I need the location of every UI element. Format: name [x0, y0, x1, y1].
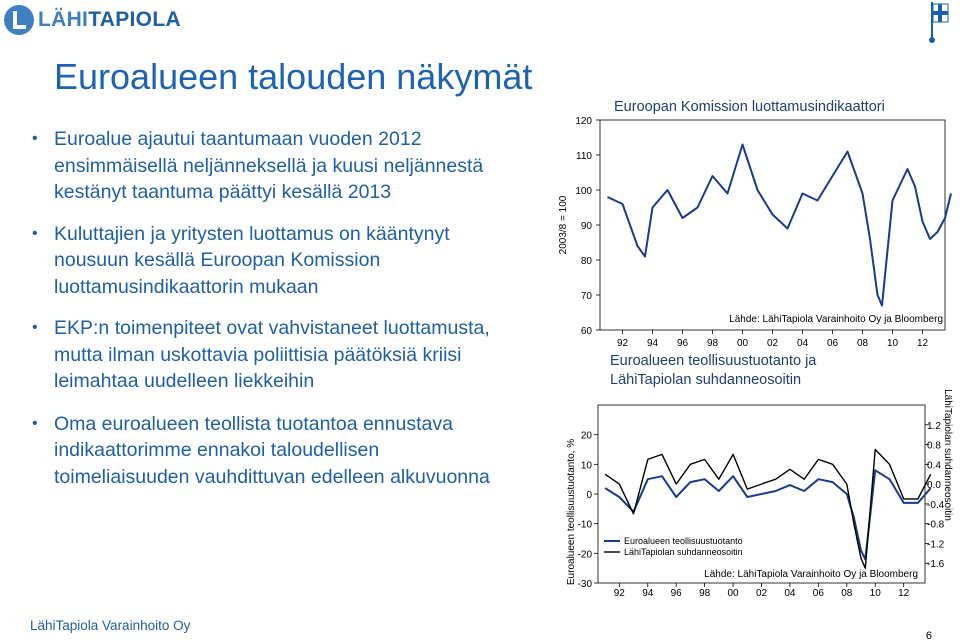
industrial-production-chart [566, 389, 953, 599]
chart2-xtick-label: 00 [727, 588, 739, 599]
chart2-xtick-label: 02 [755, 588, 768, 599]
chart1-ytick-label: 90 [580, 221, 592, 232]
chart1-title: Euroopan Komission luottamusindikaattori [614, 99, 885, 115]
bullet-dot-icon: • [32, 224, 38, 242]
chart1-ytick-label: 110 [576, 151, 592, 162]
logo-part-lahi: LÄHI [38, 8, 89, 31]
chart2-xtick-label: 94 [642, 588, 654, 599]
chart1-xtick-label: 10 [886, 338, 899, 349]
chart2-y2tick-label: -0.8 [927, 519, 945, 531]
chart2-ytick-label: -20 [577, 549, 592, 561]
chart1-xtick-label: 00 [736, 338, 749, 349]
chart1-xtick-label: 96 [676, 338, 689, 349]
chart1-series-line [608, 145, 952, 306]
chart2-source: Lähde: LähiTapiola Varainhoito Oy ja Bloomberg [704, 569, 918, 580]
chart2-y2tick-label: 0.8 [927, 440, 941, 452]
bullet-text: EKP:n toimenpiteet ovat vahvistaneet luottamusta, mutta ilman uskottavia poliittisia päätöksiä kriisi leimahtaa uudelleen liekkeihin [54, 317, 490, 392]
bullet-text: Euroalue ajautui taantumaan vuoden 2012 ensimmäisellä neljänneksellä ja kuusi neljännestä kestänyt taantuma päättyi kesällä 2013 [54, 128, 484, 203]
chart2-ytick-label: -30 [577, 579, 592, 590]
chart2-y2label: LähiTapiolan suhdanneosoitin [942, 389, 953, 521]
chart1-xtick-label: 06 [826, 338, 839, 349]
chart2-xtick-label: 12 [898, 588, 910, 599]
chart2-title: Euroalueen teollisuustuotanto ja LähiTapiolan suhdanneosoitin [610, 353, 817, 388]
chart2-xtick-label: 96 [670, 588, 682, 599]
chart2-xtick-label: 98 [699, 588, 711, 599]
chart1-xtick-label: 08 [856, 338, 869, 349]
chart1-xtick-label: 12 [916, 338, 929, 349]
chart1-ylabel: 2003/8 = 100 [558, 195, 569, 255]
bullet-text: Kuluttajien ja yritysten luottamus on kääntynyt nousuun kesällä Euroopan Komission luottamusindikaattorin mukaan [54, 222, 450, 298]
chart2-y2tick-label: -1.2 [927, 539, 945, 551]
chart2-y2tick-label: 0.4 [927, 460, 941, 472]
logo-part-tapiola: TAPIOLA [88, 8, 181, 31]
chart2-xtick-label: 06 [812, 588, 824, 599]
chart1-xtick-label: 92 [616, 338, 629, 349]
chart1-source: Lähde: LähiTapiola Varainhoito Oy ja Bloomberg [729, 314, 943, 325]
confidence-chart [558, 116, 951, 349]
chart2-xtick-label: 10 [869, 588, 881, 599]
chart1-ytick-label: 60 [580, 326, 592, 337]
chart1-xtick-label: 98 [706, 338, 719, 349]
chart1-ytick-label: 120 [575, 116, 592, 127]
chart2-legend-label: LähiTapiolan suhdanneosoitin [624, 547, 743, 557]
chart1-xtick-label: 04 [796, 338, 809, 349]
chart2-ytick-label: 20 [580, 430, 592, 442]
chart1-ytick-label: 70 [580, 291, 592, 302]
chart2-ytick-label: 0 [586, 490, 592, 501]
chart2-ytick-label: -10 [577, 519, 592, 531]
chart1-frame [600, 120, 945, 330]
chart2-y2tick-label: 1.2 [927, 420, 941, 432]
footer-company: LähiTapiola Varainhoito Oy [30, 618, 191, 633]
chart2-xtick-label: 92 [613, 588, 625, 599]
chart2-y2tick-label: -1.6 [927, 559, 945, 571]
chart2-legend-label: Euroalueen teollisuustuotanto [624, 536, 743, 546]
chart1-xtick-label: 94 [646, 338, 659, 349]
chart2-y2tick-label: -0.4 [927, 499, 945, 511]
bullet-dot-icon: • [32, 130, 38, 147]
chart2-xtick-label: 04 [784, 588, 796, 599]
page-number: 6 [925, 630, 932, 642]
chart2-ylabel: Euroalueen teollisuustuotanto, % [566, 438, 577, 586]
chart2-ytick-label: 10 [580, 460, 592, 472]
chart1-ytick-label: 100 [575, 186, 592, 197]
bullet-dot-icon: • [32, 414, 38, 432]
chart1-ytick-label: 80 [580, 256, 592, 267]
bullet-dot-icon: • [32, 319, 38, 336]
bullet-text: Oma euroalueen teollista tuotantoa ennustava indikaattorimme ennakoi taloudellisen toimeliaisuuden vauhdittuvan edelleen alkuvuonna [54, 412, 490, 488]
chart1-xtick-label: 02 [766, 338, 779, 349]
chart2-y2tick-label: 0.0 [927, 480, 941, 492]
chart2-xtick-label: 08 [841, 588, 853, 599]
page-title: Euroalueen talouden näkymät [54, 56, 533, 97]
